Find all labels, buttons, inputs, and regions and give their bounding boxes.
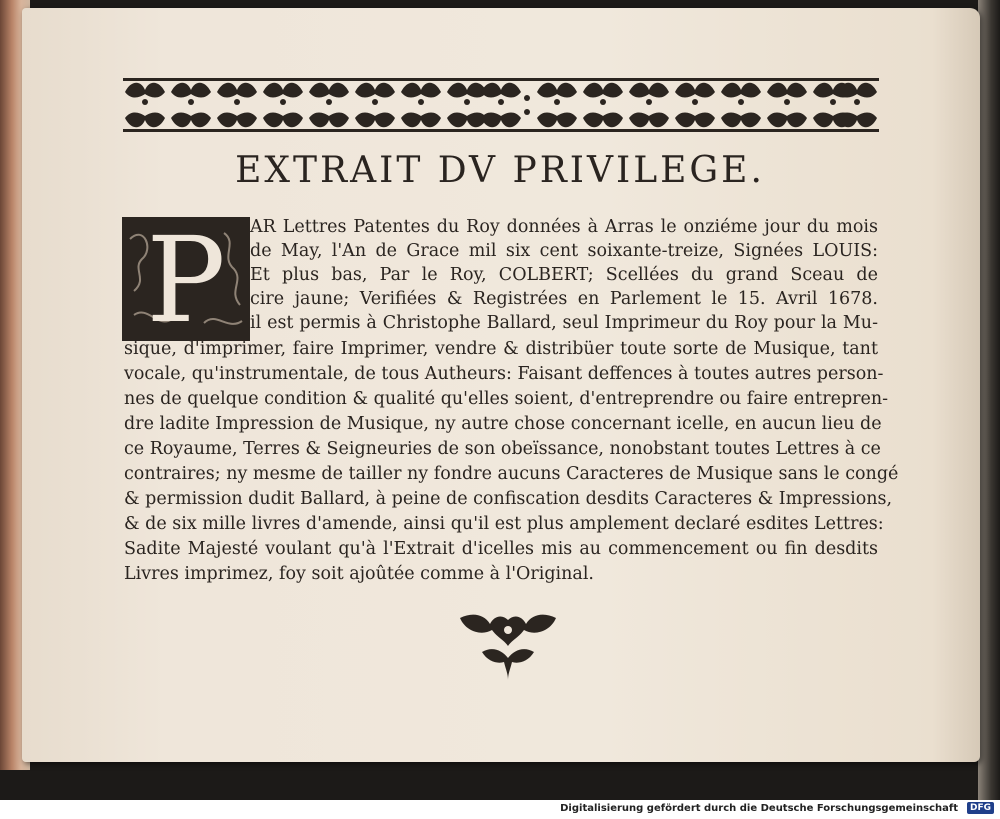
funding-credit: Digitalisierung gefördert durch die Deutsche Forschungsgemeinschaft — [560, 803, 958, 814]
body-line: il est permis à Christophe Ballard, seul Imprimeur du Roy pour la Mu- — [250, 313, 878, 333]
digitization-footer — [0, 800, 1000, 819]
body-line: sique, d'imprimer, faire Imprimer, vendre & distribüer toute sorte de Musique, tant — [124, 339, 878, 359]
dfg-logo: DFG — [967, 802, 994, 814]
headpiece-ornament — [123, 78, 879, 132]
book-edge-right — [978, 0, 1000, 800]
decorated-initial — [122, 211, 250, 349]
body-line: Et plus bas, Par le Roy, COLBERT; Scellées du grand Sceau de — [250, 265, 878, 285]
body-line: de May, l'An de Grace mil six cent soixante-treize, Signées LOUIS: — [250, 241, 878, 261]
body-line: nes de quelque condition & qualité qu'elles soient, d'entreprendre ou faire entrepren- — [124, 389, 889, 409]
body-line: & de six mille livres d'amende, ainsi qu'il est plus amplement declaré esdites Lettres: — [124, 514, 884, 534]
dropcap-letter: P — [146, 211, 226, 349]
body-line: AR Lettres Patentes du Roy données à Arras le onziéme jour du mois — [250, 217, 878, 237]
body-line: vocale, qu'instrumentale, de tous Autheurs: Faisant deffences à toutes autres person- — [124, 364, 884, 384]
page-title: EXTRAIT DV PRIVILEGE. — [235, 150, 765, 191]
body-line: contraires; ny mesme de tailler ny fondre aucuns Caracteres de Musique sans le congé — [124, 464, 899, 484]
body-line: cire jaune; Verifiées & Registrées en Parlement le 15. Avril 1678. — [250, 289, 878, 309]
body-line: Sadite Majesté voulant qu'à l'Extrait d'icelles mis au commencement ou fin desdits — [124, 539, 878, 559]
body-line: ce Royaume, Terres & Seigneuries de son obeïssance, nonobstant toutes Lettres à ce — [124, 439, 881, 459]
body-line: Livres imprimez, foy soit ajoûtée comme à l'Original. — [124, 564, 594, 584]
body-line: & permission dudit Ballard, à peine de confiscation desdits Caracteres & Impressions, — [124, 489, 893, 509]
body-line: dre ladite Impression de Musique, ny autre chose concernant icelle, en aucun lieu de — [124, 414, 882, 434]
ornament-border-icon — [123, 78, 879, 132]
tailpiece-fleuron-icon — [458, 612, 558, 682]
